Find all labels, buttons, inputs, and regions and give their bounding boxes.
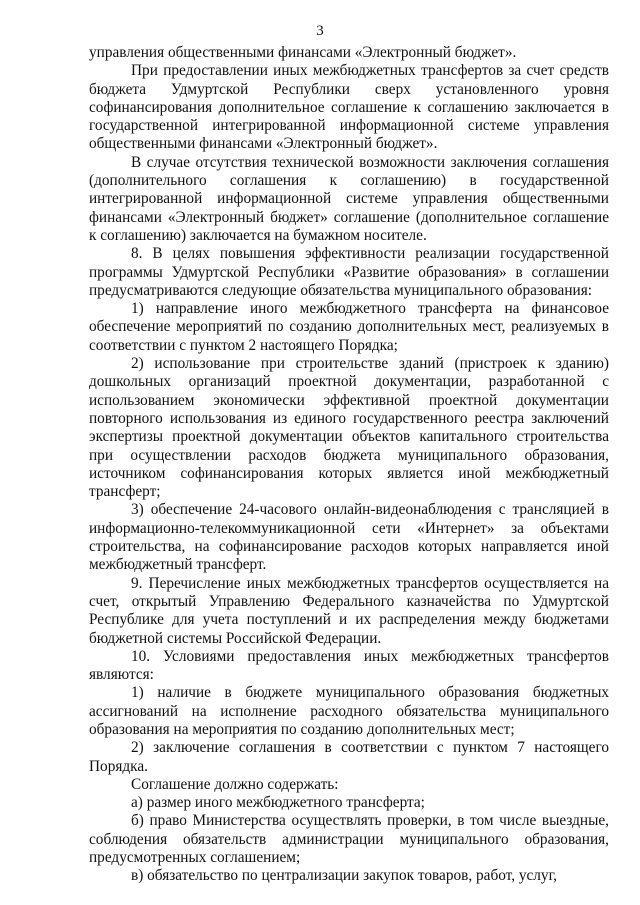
- clause-9: 9. Перечисление иных межбюджетных трансфертов осуществляется на счет, открытый Управлению Федерального казначейства по Удмуртской Республике для учета поступлений и их распределения между бюджетами бюджетной системы Российской Федерации.: [89, 574, 609, 647]
- clause-10-item-1: 1) наличие в бюджете муниципального образования бюджетных ассигнований на исполнение расходного обязательства муниципального образования на мероприятия по созданию дополнительных мест;: [89, 684, 609, 738]
- clause-8-item-3: 3) обеспечение 24-часового онлайн-видеонаблюдения с трансляцией в информационно-телекоммуникационной сети «Интернет» за объектами строительства, на софинансирование расходов которых направляется иной межбюджетный трансферт.: [89, 501, 609, 574]
- agreement-item-v: в) обязательство по централизации закупок товаров, работ, услуг,: [131, 867, 557, 885]
- agreement-item-a: а) размер иного межбюджетного трансферта;: [131, 794, 425, 812]
- clause-10: 10. Условиями предоставления иных межбюджетных трансфертов являются:: [89, 647, 609, 684]
- clause-8-item-1: 1) направление иного межбюджетного трансферта на финансовое обеспечение мероприятий по созданию дополнительных мест, реализуемых в соответствии с пунктом 2 настоящего Порядка;: [89, 300, 609, 354]
- paragraph-paper-agreement: В случае отсутствия технической возможности заключения соглашения (дополнительного соглашения к соглашению) в государственной интегрированной информационной системе управления общественными финансами «Электронный бюджет» соглашение (дополнительное соглашение к соглашению) заключается на бумажном носителе.: [89, 153, 609, 244]
- agreement-item-b: б) право Министерства осуществлять проверки, в том числе выездные, соблюдения обязательств администрации муниципального образования, предусмотренных соглашением;: [89, 812, 609, 867]
- document-body: [89, 44, 609, 886]
- paragraph-continuation: управления общественными финансами «Электронный бюджет».: [89, 44, 517, 61]
- page-number: 3: [316, 23, 324, 39]
- paragraph-additional-agreement: При предоставлении иных межбюджетных трансфертов за счет средств бюджета Удмуртской Республики сверх установленного уровня софинансирования дополнительное соглашение к соглашению заключается в государственной интегрированной информационной системе управления общественными финансами «Электронный бюджет».: [89, 62, 609, 153]
- clause-10-item-2: 2) заключение соглашения в соответствии с пунктом 7 настоящего Порядка.: [89, 739, 609, 775]
- agreement-contents-heading: Соглашение должно содержать:: [131, 775, 339, 793]
- clause-8-item-2: 2) использование при строительстве зданий (пристроек к зданию) дошкольных организаций проектной документации, разработанной с использованием экономически эффективной проектной документации повторного использования из единого государственного реестра заключений экспертизы проектной документации объектов капитального строительства при осуществлении расходов бюджета муниципального образования, источником софинансирования которых является иной межбюджетный трансферт;: [89, 355, 609, 501]
- clause-8: 8. В целях повышения эффективности реализации государственной программы Удмуртской Республики «Развитие образования» в соглашении предусматриваются следующие обязательства муниципального образования:: [89, 245, 609, 299]
